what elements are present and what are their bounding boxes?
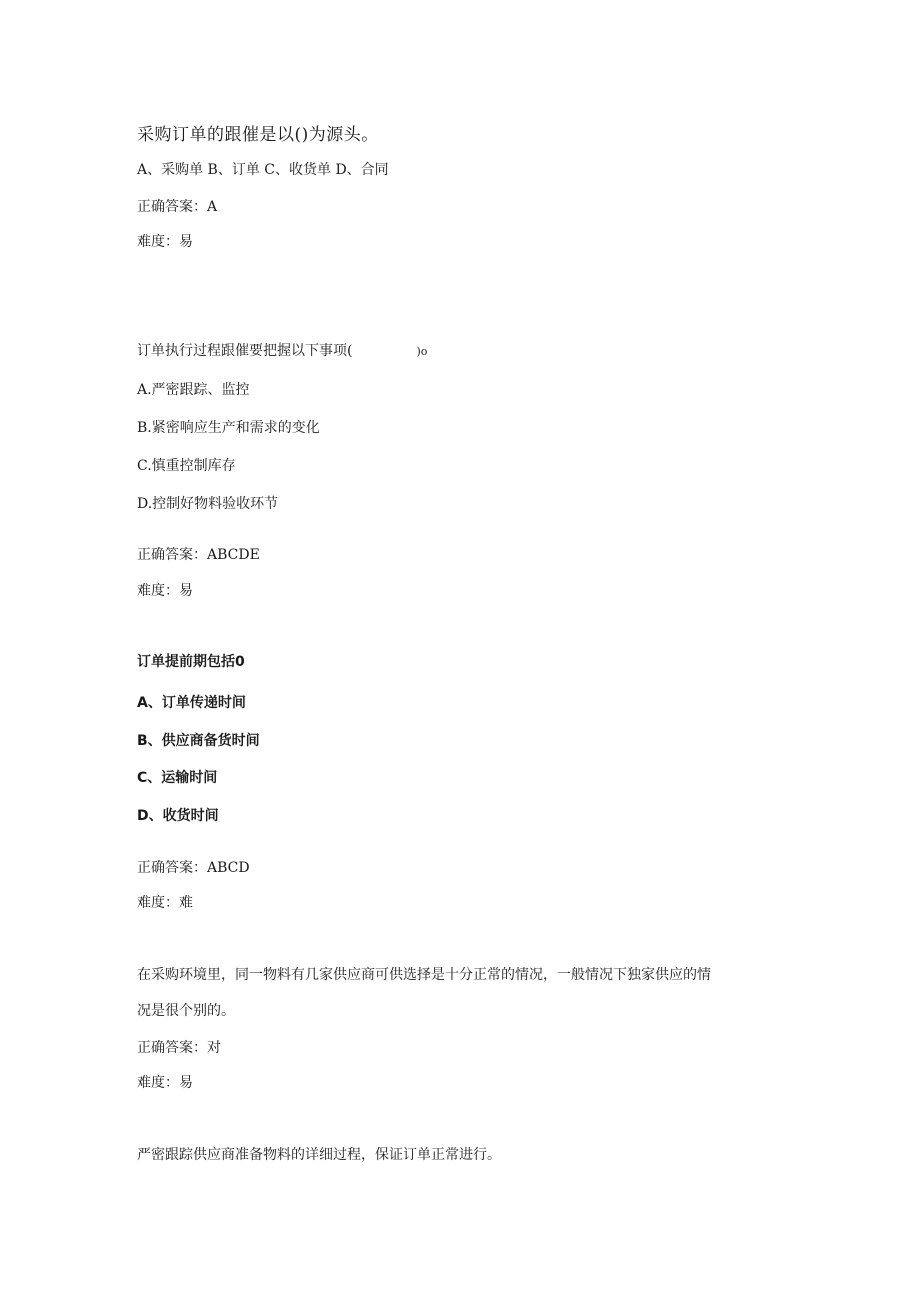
question-3-answer: 正确答案：ABCD bbox=[137, 860, 250, 876]
question-2-answer: 正确答案：ABCDE bbox=[137, 547, 260, 563]
question-3-stem: 订单提前期包括0 bbox=[137, 654, 245, 670]
question-4-stem-line-2: 况是很个别的。 bbox=[137, 1003, 235, 1019]
question-2-difficulty: 难度：易 bbox=[137, 583, 193, 599]
question-4-answer: 正确答案：对 bbox=[137, 1040, 221, 1056]
question-3-difficulty: 难度：难 bbox=[137, 895, 193, 911]
question-2-stem-text: 订单执行过程跟催要把握以下事项( bbox=[137, 343, 353, 359]
question-2-option-b: B.紧密响应生产和需求的变化 bbox=[137, 420, 320, 436]
question-3-option-a: A、订单传递时间 bbox=[137, 695, 246, 711]
question-2-stem bbox=[137, 342, 427, 361]
question-5-stem: 严密跟踪供应商准备物料的详细过程，保证订单正常进行。 bbox=[137, 1147, 501, 1163]
question-2-option-c: C.慎重控制库存 bbox=[137, 458, 236, 474]
question-3-option-c: C、运输时间 bbox=[137, 770, 218, 786]
question-4-difficulty: 难度：易 bbox=[137, 1075, 193, 1091]
question-1-answer: 正确答案：A bbox=[137, 199, 218, 215]
question-2-option-d: D.控制好物料验收环节 bbox=[137, 496, 279, 512]
question-2-stem-end: )o bbox=[416, 345, 428, 358]
question-1-options: A、采购单 B、订单 C、收货单 D、合同 bbox=[137, 162, 389, 178]
question-1-difficulty: 难度：易 bbox=[137, 234, 193, 250]
question-3-option-b: B、供应商备货时间 bbox=[137, 733, 260, 749]
question-1-stem: 采购订单的跟催是以()为源头。 bbox=[137, 125, 379, 145]
question-3-option-d: D、收货时间 bbox=[137, 808, 219, 824]
question-2-option-a: A.严密跟踪、监控 bbox=[137, 382, 250, 398]
question-4-stem-line-1: 在采购环境里，同一物料有几家供应商可供选择是十分正常的情况，一般情况下独家供应的情 bbox=[137, 967, 711, 983]
